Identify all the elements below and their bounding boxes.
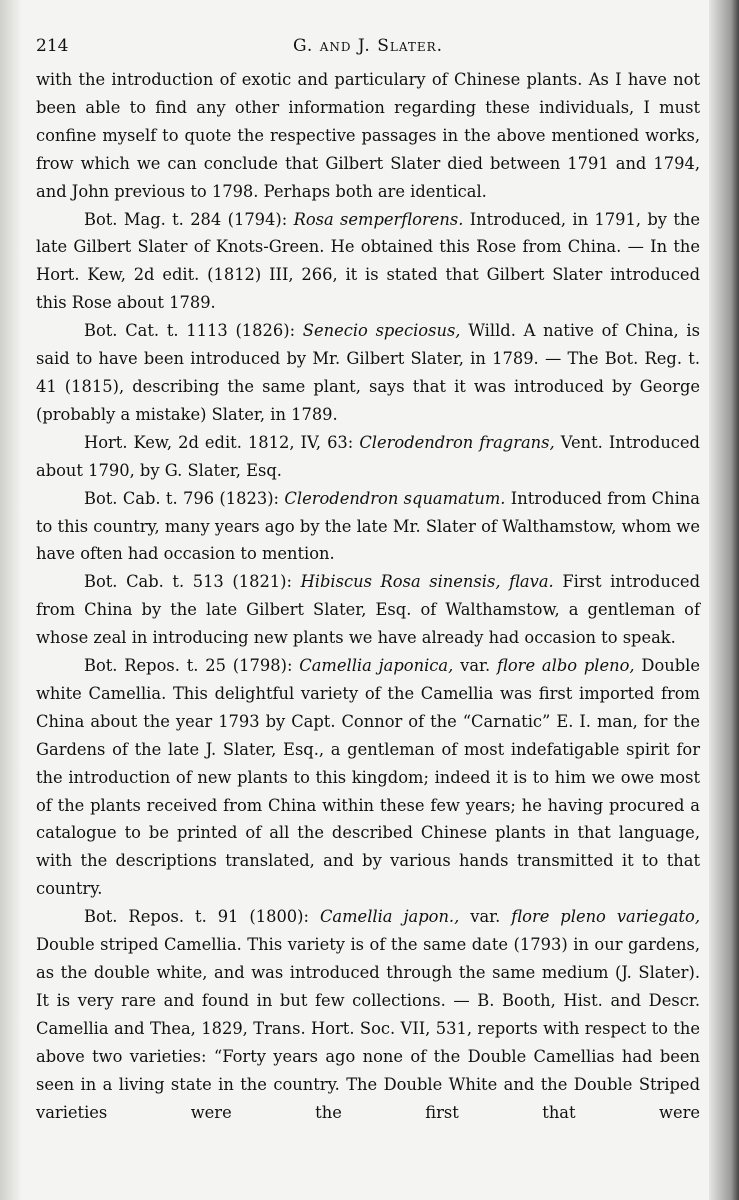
- page-gutter-shadow: [0, 0, 22, 1200]
- text-run: Introduced, in 1791, by the late Gilbert Slater of Knots-Green. He obtained this Rose from China. — In the Hort. Kew, 2d edit. (1812) III, 266, it is stated that Gilbert Slater introduced this Rose about 1789.: [36, 209, 700, 313]
- text-run: Bot. Cab. t. 796 (1823):: [84, 488, 285, 508]
- text-run: with the introduction of exotic and particulary of Chinese plants. As I have not been able to find any other information regarding these individuals, I must confine myself to quote the respective passages in the above mentioned works, frow which we can conclude that Gilbert Slater died between 1791 and 1794, and John previous to 1798. Perhaps both are identical.: [36, 70, 700, 201]
- page-number: 214: [36, 36, 69, 56]
- text-run: Bot. Mag. t. 284 (1794):: [84, 209, 294, 229]
- text-run: Vent. Introduced about 1790, by G. Slater, Esq.: [36, 432, 700, 480]
- paragraph: [36, 429, 700, 485]
- book-page: [36, 26, 700, 1126]
- species-name-italic: flore pleno variegato,: [511, 907, 700, 927]
- paragraph: [36, 568, 700, 652]
- paragraph: [36, 317, 700, 429]
- species-name-italic: Rosa semperflorens.: [293, 209, 464, 229]
- species-name-italic: flore albo pleno,: [497, 656, 635, 676]
- species-name-italic: Senecio speciosus,: [302, 321, 461, 341]
- text-run: Willd. A native of China, is said to have been introduced by Mr. Gilbert Slater, in 1789. — The Bot. Reg. t. 41 (1815), describing the same plant, says that it was introduced by George (probably a mistake) Slater, in 1789.: [36, 321, 700, 424]
- paragraph: [36, 903, 700, 1126]
- page-header: [36, 26, 700, 66]
- paragraph: [36, 485, 700, 569]
- text-run: Bot. Cat. t. 1113 (1826):: [84, 321, 303, 341]
- species-name-italic: Hibiscus Rosa sinensis, flava.: [300, 572, 554, 592]
- species-name-italic: Clerodendron squamatum.: [284, 488, 506, 508]
- text-run: Bot. Repos. t. 25 (1798):: [84, 656, 300, 676]
- text-run: Bot. Repos. t. 91 (1800):: [84, 907, 320, 927]
- text-run: Hort. Kew, 2d edit. 1812, IV, 63:: [84, 432, 360, 452]
- body-text: [36, 66, 700, 1126]
- running-head: G. and J. Slater.: [292, 36, 444, 56]
- species-name-italic: Clerodendron fragrans,: [359, 432, 555, 452]
- species-name-italic: Camellia japon.,: [319, 907, 460, 927]
- paragraph: [36, 206, 700, 318]
- paragraph: [36, 66, 700, 206]
- page-edge-shadow: [709, 0, 739, 1200]
- text-run: var.: [459, 907, 512, 927]
- text-run: Introduced from China to this country, many years ago by the late Mr. Slater of Walthamstow, whom we have often had occasion to mention.: [36, 488, 700, 564]
- species-name-italic: Camellia japonica,: [299, 656, 454, 676]
- text-run: Double white Camellia. This delightful variety of the Camellia was first imported from China about the year 1793 by Capt. Connor of the “Carnatic” E. I. man, for the Gardens of the late J. Slater, Esq., a gentleman of most indefatigable spirit for the introduction of new plants to this kingdom; indeed it is to him we owe most of the plants received from China within these few years; he having procured a catalogue to be printed of all the described Chinese plants in that language, with the descriptions translated, and by various hands transmitted it to that country.: [36, 656, 701, 899]
- text-run: First introduced from China by the late Gilbert Slater, Esq. of Walthamstow, a gentleman of whose zeal in introducing new plants we have already had occasion to speak.: [36, 572, 700, 648]
- text-run: var.: [453, 656, 498, 676]
- text-run: Bot. Cab. t. 513 (1821):: [84, 572, 301, 592]
- text-run: Double striped Camellia. This variety is of the same date (1793) in our gardens, as the double white, and was introduced through the same medium (J. Slater). It is very rare and found in but few collections. — B. Booth, Hist. and Descr. Camellia and Thea, 1829, Trans. Hort. Soc. VII, 531, reports with respect to the above two varieties: “Forty years ago none of the Double Camellias had been seen in a living state in the country. The Double White and the Double Striped varieties were the first that were: [36, 935, 700, 1122]
- paragraph: [36, 652, 700, 903]
